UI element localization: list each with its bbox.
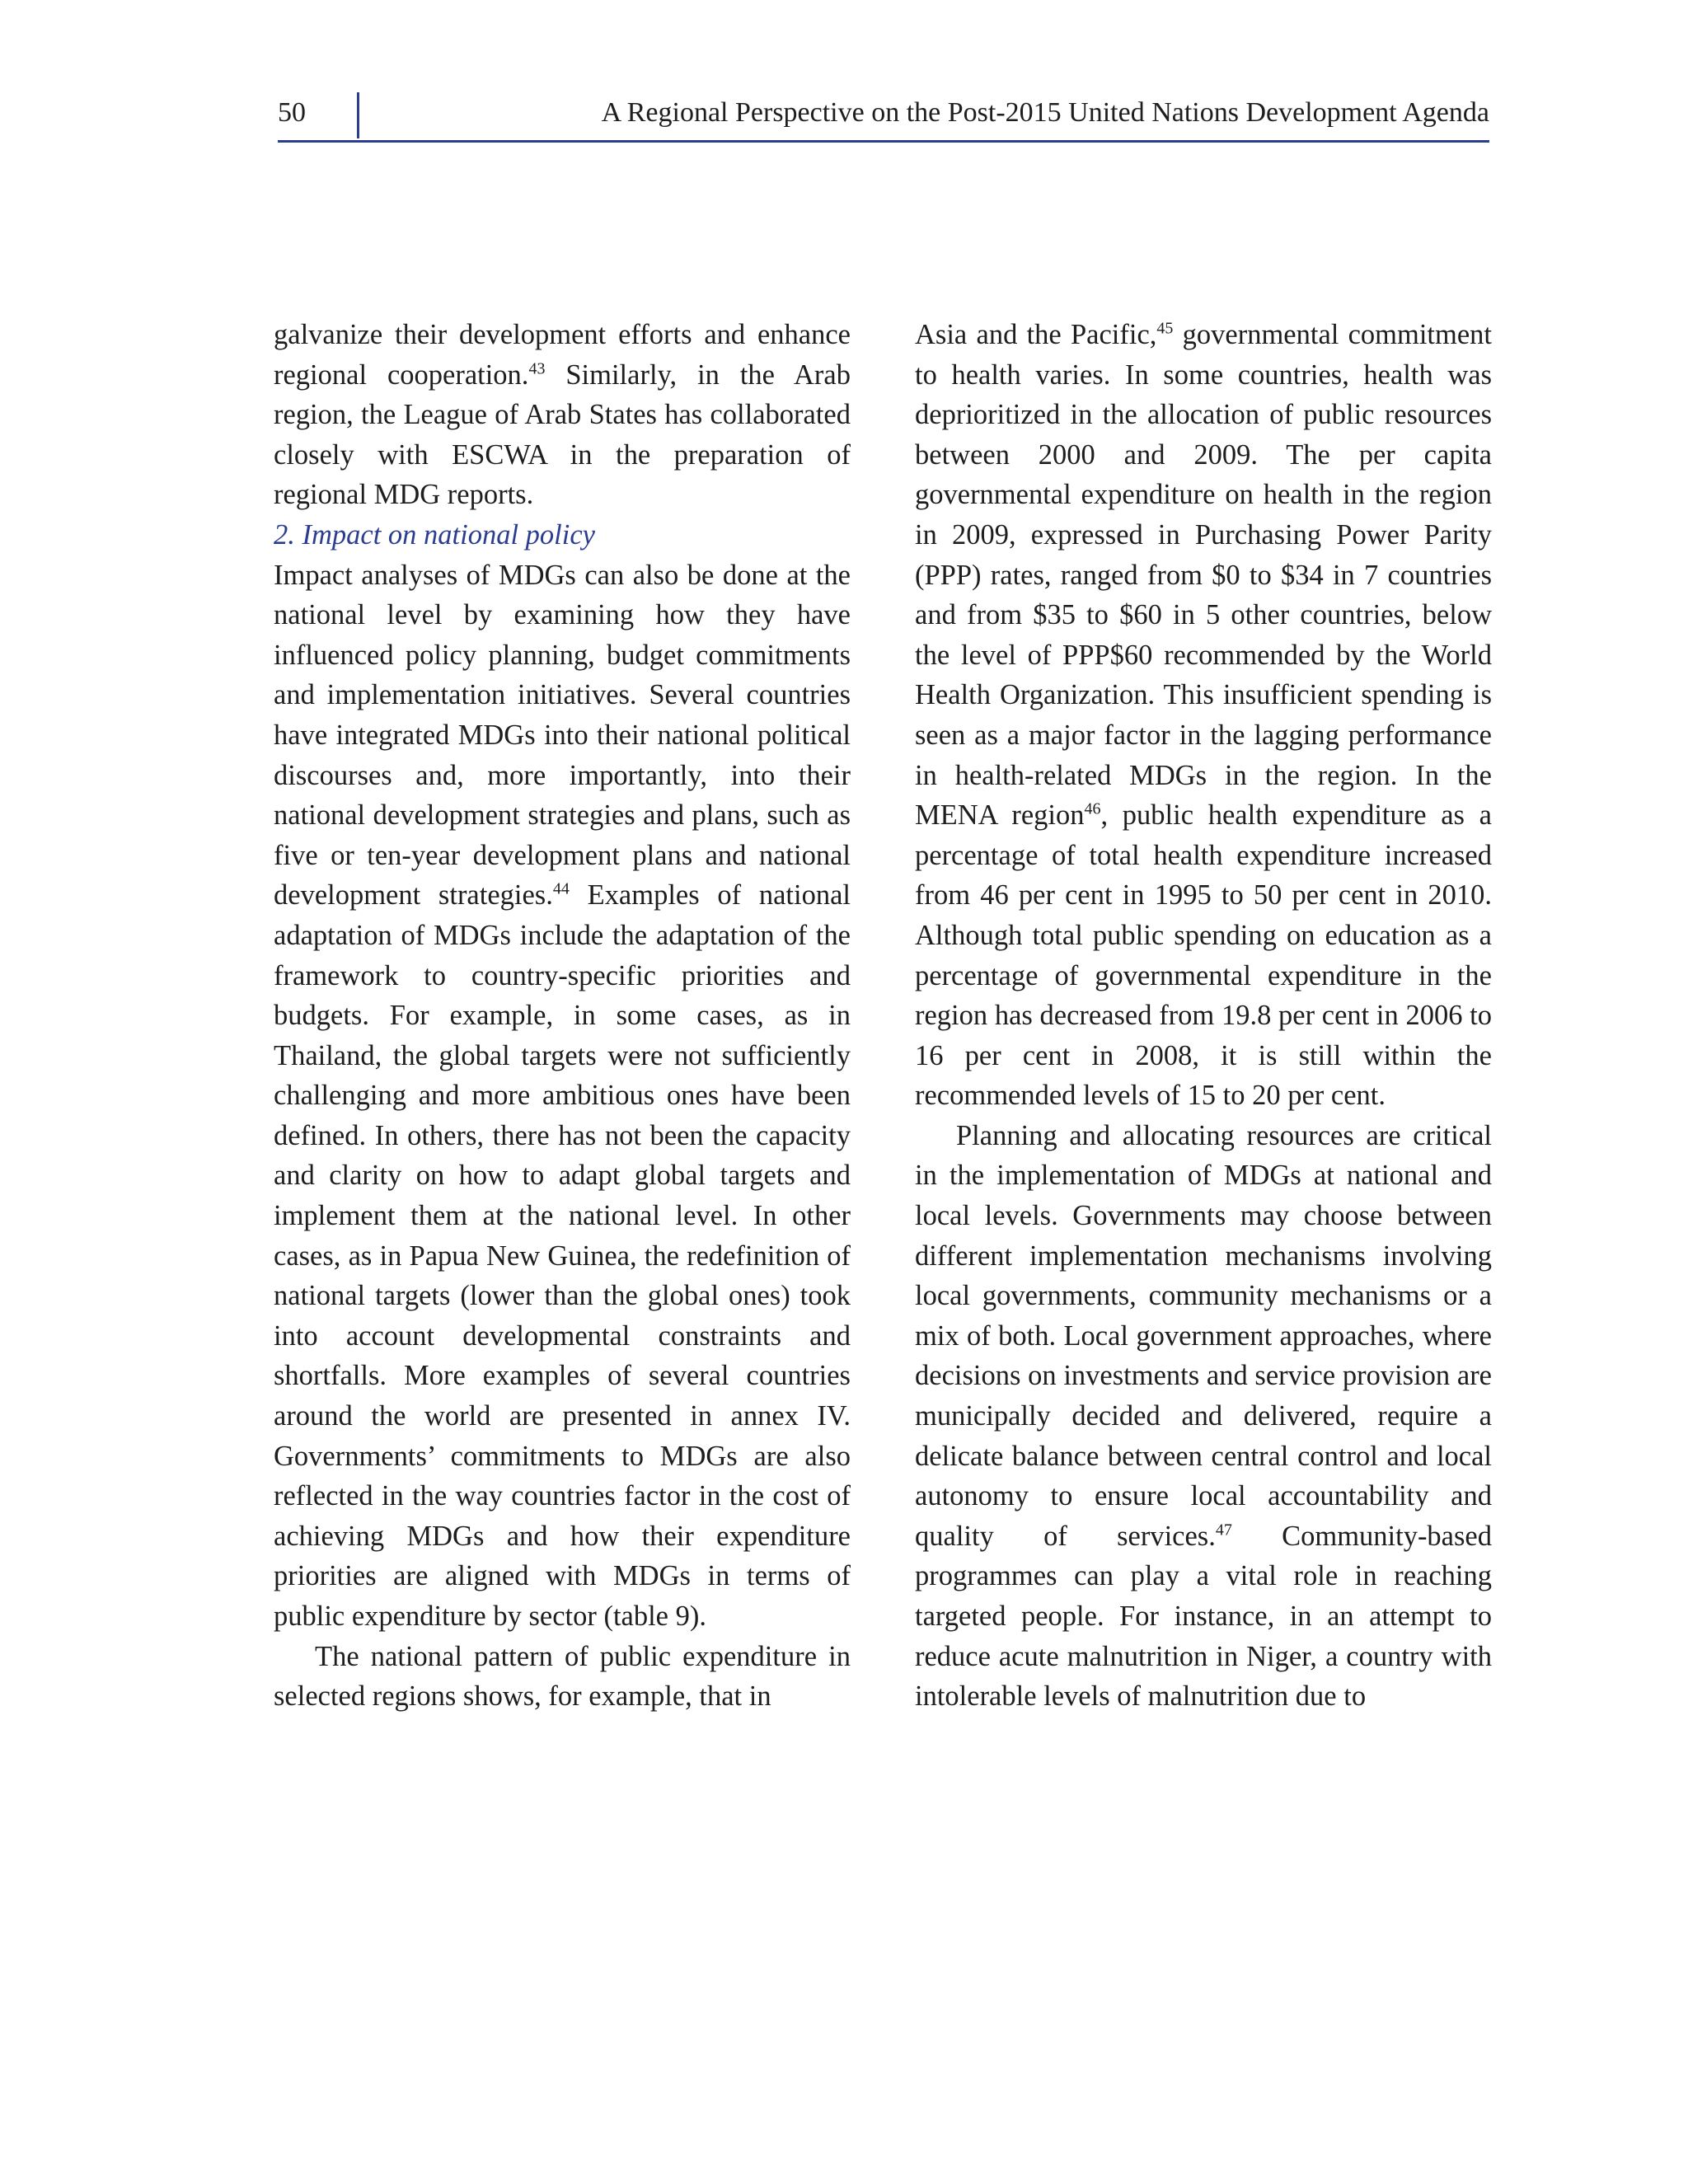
paragraph: Asia and the Pacific,$^{45}$ governmental commitment to health varies. In some countries, health was deprioritized in the allocation of public resources between 2000 and 2009. The per capita governmental expenditure on health in the region in 2009, expressed in Purchasing Power Parity (PPP) rates, ranged from $0 to $34 in 7 countries and from $35 to $60 in 5 other countries, below the level of PPP$60 recommended by the World Health Organization. This insufficient spending is seen as a major factor in the lagging performance in health-related MDGs in the region. In the MENA region$^{46}$, public health expenditure as a percentage of total health expenditure increased from 46 per cent in 1995 to 50 per cent in 2010. Although total public spending on education as a percentage of governmental expenditure in the region has decreased from 19.8 per cent in 2006 to 16 per cent in 2008, it is still within the recommended levels of 15 to 20 per cent. [915,319,1493,1112]
page-header [278,92,1489,143]
paragraph: Planning and allocating resources are critical in the implementation of MDGs at national and local levels. Governments may choose between different implementation mechanisms involving local governments, community mechanisms or a mix of both. Local government approaches, where decisions on investments and service provision are municipally decided and delivered, require a delicate balance between central control and local autonomy to ensure local accountability and quality of services.$^{47}$ Community-based programmes can play a vital role in reaching targeted people. For instance, in an attempt to reduce acute malnutrition in Niger, a country with intolerable levels of malnutrition due to [915,1119,1492,1713]
paragraph: galvanize their development efforts and enhance regional cooperation.$^{43}$ Similarly, in the Arab region, the League of Arab States has collaborated closely with ESCWA in the preparation of regional MDG reports. [274,319,851,511]
footnote-ref: 43 [528,359,546,378]
footnote-ref: 44 [552,879,570,898]
paragraph: Impact analyses of MDGs can also be done at the national level by examining how they have influenced policy planning, budget commitments and implementation initiatives. Several countries have integrated MDGs into their national political discourses and, more importantly, into their national development strategies and plans, such as five or ten-year development plans and national development strategies.$^{44}$ Examples of national adaptation of MDGs include the adaptation of the framework to country-specific priorities and budgets. For example, in some cases, as in Thailand, the global targets were not sufficiently challenging and more ambitious ones have been defined. In others, there has not been the capacity and clarity on how to adapt global targets and implement them at the national level. In other cases, as in Papua New Guinea, the redefinition of national targets (lower than the global ones) took into account developmental constraints and shortfalls. More examples of several countries around the world are presented in annex IV. Governments’ commitments to MDGs are also reflected in the way countries factor in the cost of achieving MDGs and how their expenditure priorities are aligned with MDGs in terms of public expenditure by sector (table 9). [274,559,851,1632]
right-column [915,315,1492,1717]
header-divider [357,92,359,138]
footnote-ref: 47 [1215,1521,1232,1540]
left-column [274,315,851,1717]
paragraph: The national pattern of public expenditure in selected regions shows, for example, that in [274,1640,851,1713]
section-heading: 2. Impact on national policy [274,518,595,551]
page-number: 50 [278,97,306,128]
running-title: A Regional Perspective on the Post-2015 United Nations Development Agenda [601,97,1489,128]
footnote-ref: 45 [1156,319,1174,338]
footnote-ref: 46 [1084,799,1101,818]
